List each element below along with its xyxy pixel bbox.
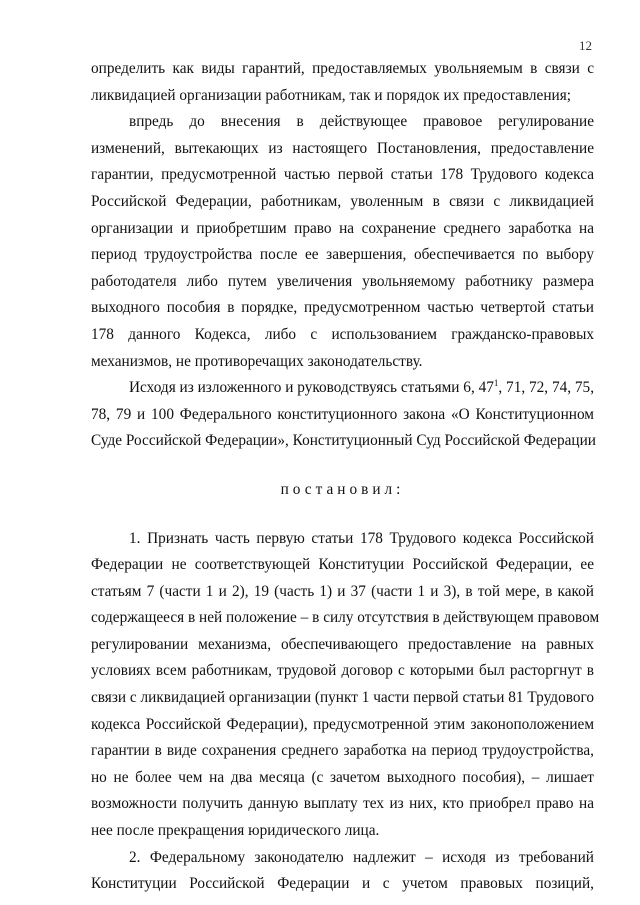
text-line: 78, 79 и 100 Федерального конституционного закона «О Конституционном xyxy=(91,405,594,423)
paragraph-legal-basis xyxy=(91,375,594,455)
text-line: выходного пособия в порядке, предусмотренном частью четвертой статьи xyxy=(91,299,594,317)
text-line: гарантии в виде сохранения среднего заработка на период трудоустройства, xyxy=(91,742,594,760)
text-line: изменений, вытекающих из настоящего Постановления, предоставление xyxy=(91,139,594,157)
text-line: Суде Российской Федерации», Конституционный Суд Российской Федерации xyxy=(91,432,596,450)
text-line: связи с ликвидацией организации (пункт 1 части первой статьи 81 Трудового xyxy=(91,689,595,707)
text-line: определить как виды гарантий, предоставляемых увольняемым в связи с xyxy=(91,60,594,77)
document-body xyxy=(91,56,600,898)
text-line: содержащееся в ней положение – в силу отсутствия в действующем правовом xyxy=(91,609,600,627)
text-line: 1. Признать часть первую статьи 178 Трудового кодекса Российской xyxy=(129,529,594,547)
text-line: регулировании механизма, обеспечивающего предоставление на равных xyxy=(91,635,594,653)
text-line: Федерации не соответствующей Конституции Российской Федерации, ее xyxy=(91,556,594,574)
text-fragment: Исходя из изложенного и руководствуясь статьями 6, 47 xyxy=(129,379,494,397)
text-line: 178 данного Кодекса, либо с использованием гражданско-правовых xyxy=(91,325,594,343)
text-line: 2. Федеральному законодателю надлежит – исходя из требований xyxy=(129,848,594,866)
text-line: работодателя либо путем увеличения увольняемому работнику размера xyxy=(91,272,594,290)
text-line: Российской Федерации, работникам, уволенным в связи с ликвидацией xyxy=(91,192,594,210)
text-line: ликвидацией организации работникам, так и порядок их предоставления; xyxy=(91,86,571,104)
paragraph-item-1 xyxy=(91,526,600,845)
text-line: период трудоустройства после ее завершения, обеспечивается по выбору xyxy=(91,246,594,264)
text-line xyxy=(91,375,594,402)
text-line: условиях всем работникам, трудовой договор с которыми был расторгнут в xyxy=(91,662,594,680)
spacer xyxy=(91,455,594,477)
resolution-heading: постановил: xyxy=(280,480,405,498)
text-line: гарантии, предусмотренной частью первой статьи 178 Трудового кодекса xyxy=(91,166,594,184)
text-line: организации и приобретшим право на сохранение среднего заработка на xyxy=(91,219,594,237)
text-line: нее после прекращения юридического лица. xyxy=(91,822,380,840)
text-line: статьям 7 (части 1 и 2), 19 (часть 1) и 37 (части 1 и 3), в той мере, в какой xyxy=(91,582,594,600)
spacer xyxy=(91,504,594,526)
text-line: Конституции Российской Федерации и с учетом правовых позиций, xyxy=(91,875,594,893)
text-line: но не более чем на два месяца (с зачетом выходного пособия), – лишает xyxy=(91,768,594,786)
text-line: возможности получить данную выплату тех из них, кто приобрел право на xyxy=(91,795,594,813)
text-line: впредь до внесения в действующее правовое регулирование xyxy=(129,113,594,131)
text-line: кодекса Российской Федерации), предусмотренной этим законоположением xyxy=(91,715,594,733)
paragraph-guarantees-definition xyxy=(91,56,594,109)
superscript: 1 xyxy=(493,378,499,389)
paragraph-interim-regulation xyxy=(91,109,594,375)
page-number: 12 xyxy=(579,38,592,53)
paragraph-item-2 xyxy=(91,845,594,898)
text-fragment: , 71, 72, 74, 75, xyxy=(498,379,595,397)
text-line: механизмов, не противоречащих законодательству. xyxy=(91,352,423,370)
